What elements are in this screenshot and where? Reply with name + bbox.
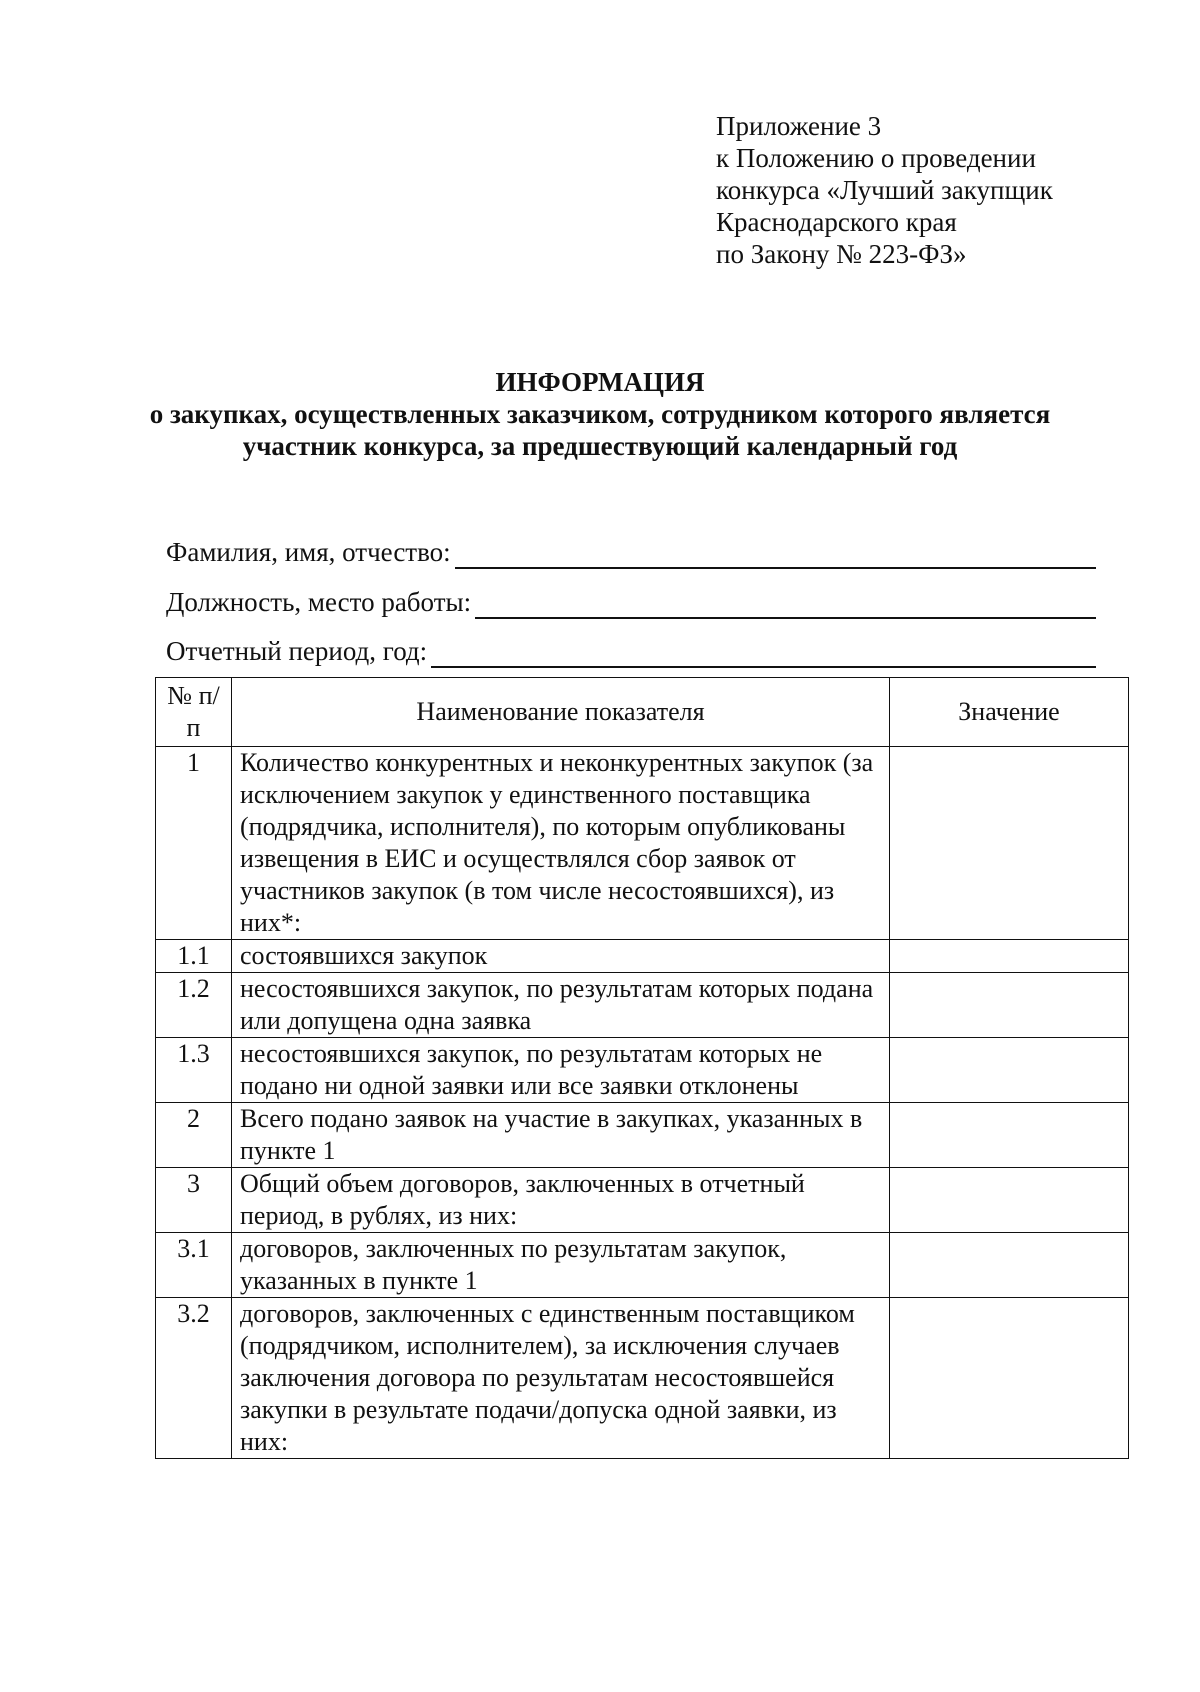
row-num: 3.2 — [156, 1298, 232, 1459]
row-name: договоров, заключенных с единственным поставщиком (подрядчиком, исполнителем), за исключения случаев заключения договора по результатам несостоявшейся закупки в результате подачи/допуска одной заявки, из них: — [232, 1298, 890, 1459]
row-value[interactable] — [890, 1233, 1129, 1298]
row-num: 1.3 — [156, 1038, 232, 1103]
row-name: договоров, заключенных по результатам закупок, указанных в пункте 1 — [232, 1233, 890, 1298]
row-num: 1.1 — [156, 940, 232, 973]
row-value[interactable] — [890, 1038, 1129, 1103]
position-label: Должность, место работы: — [166, 587, 472, 617]
position-blank-line[interactable] — [475, 591, 1096, 619]
period-label: Отчетный период, год: — [166, 636, 428, 666]
annex-line: к Положению о проведении — [716, 143, 1036, 173]
period-blank-line[interactable] — [431, 640, 1096, 668]
table-row — [156, 1233, 1129, 1298]
row-name: Общий объем договоров, заключенных в отчетный период, в рублях, из них: — [232, 1168, 890, 1233]
annex-line: Краснодарского края — [716, 207, 957, 237]
row-name: Количество конкурентных и неконкурентных закупок (за исключением закупок у единственного поставщика (подрядчика, исполнителя), по которым опубликованы извещения в ЕИС и осуществлялся сбор заявок от участников закупок (в том числе несостоявшихся), из них*: — [232, 747, 890, 940]
table-row — [156, 973, 1129, 1038]
table-row — [156, 1298, 1129, 1459]
row-value[interactable] — [890, 973, 1129, 1038]
title-subline: о закупках, осуществленных заказчиком, сотрудником которого является — [149, 399, 1051, 429]
row-num: 1 — [156, 747, 232, 940]
period-field — [166, 634, 1096, 668]
header-value: Значение — [890, 678, 1129, 747]
row-name: состоявшихся закупок — [232, 940, 890, 973]
row-num: 1.2 — [156, 973, 232, 1038]
annex-line: конкурса «Лучший закупщик — [716, 175, 1053, 205]
table-row — [156, 1168, 1129, 1233]
row-value[interactable] — [890, 1103, 1129, 1168]
row-value[interactable] — [890, 940, 1129, 973]
position-field — [166, 585, 1096, 619]
table-row — [156, 1103, 1129, 1168]
name-blank-line[interactable] — [455, 541, 1096, 569]
table-header-row — [156, 678, 1129, 747]
annex-note — [716, 110, 1053, 270]
name-label: Фамилия, имя, отчество: — [166, 537, 451, 567]
header-name: Наименование показателя — [232, 678, 890, 747]
row-num: 3 — [156, 1168, 232, 1233]
row-value[interactable] — [890, 1298, 1129, 1459]
annex-line: по Закону № 223-ФЗ» — [716, 239, 967, 269]
row-num: 3.1 — [156, 1233, 232, 1298]
indicators-table — [155, 677, 1129, 1459]
document-title — [0, 366, 1200, 462]
row-num: 2 — [156, 1103, 232, 1168]
title-subline: участник конкурса, за предшествующий календарный год — [242, 431, 958, 461]
title-heading: ИНФОРМАЦИЯ — [495, 367, 705, 397]
row-value[interactable] — [890, 1168, 1129, 1233]
table-row — [156, 940, 1129, 973]
annex-line: Приложение 3 — [716, 111, 882, 141]
table-row — [156, 747, 1129, 940]
header-num: № п/п — [156, 678, 232, 747]
name-field — [166, 535, 1096, 569]
row-name: несостоявшихся закупок, по результатам которых не подано ни одной заявки или все заявки отклонены — [232, 1038, 890, 1103]
table-row — [156, 1038, 1129, 1103]
row-name: Всего подано заявок на участие в закупках, указанных в пункте 1 — [232, 1103, 890, 1168]
row-value[interactable] — [890, 747, 1129, 940]
row-name: несостоявшихся закупок, по результатам которых подана или допущена одна заявка — [232, 973, 890, 1038]
